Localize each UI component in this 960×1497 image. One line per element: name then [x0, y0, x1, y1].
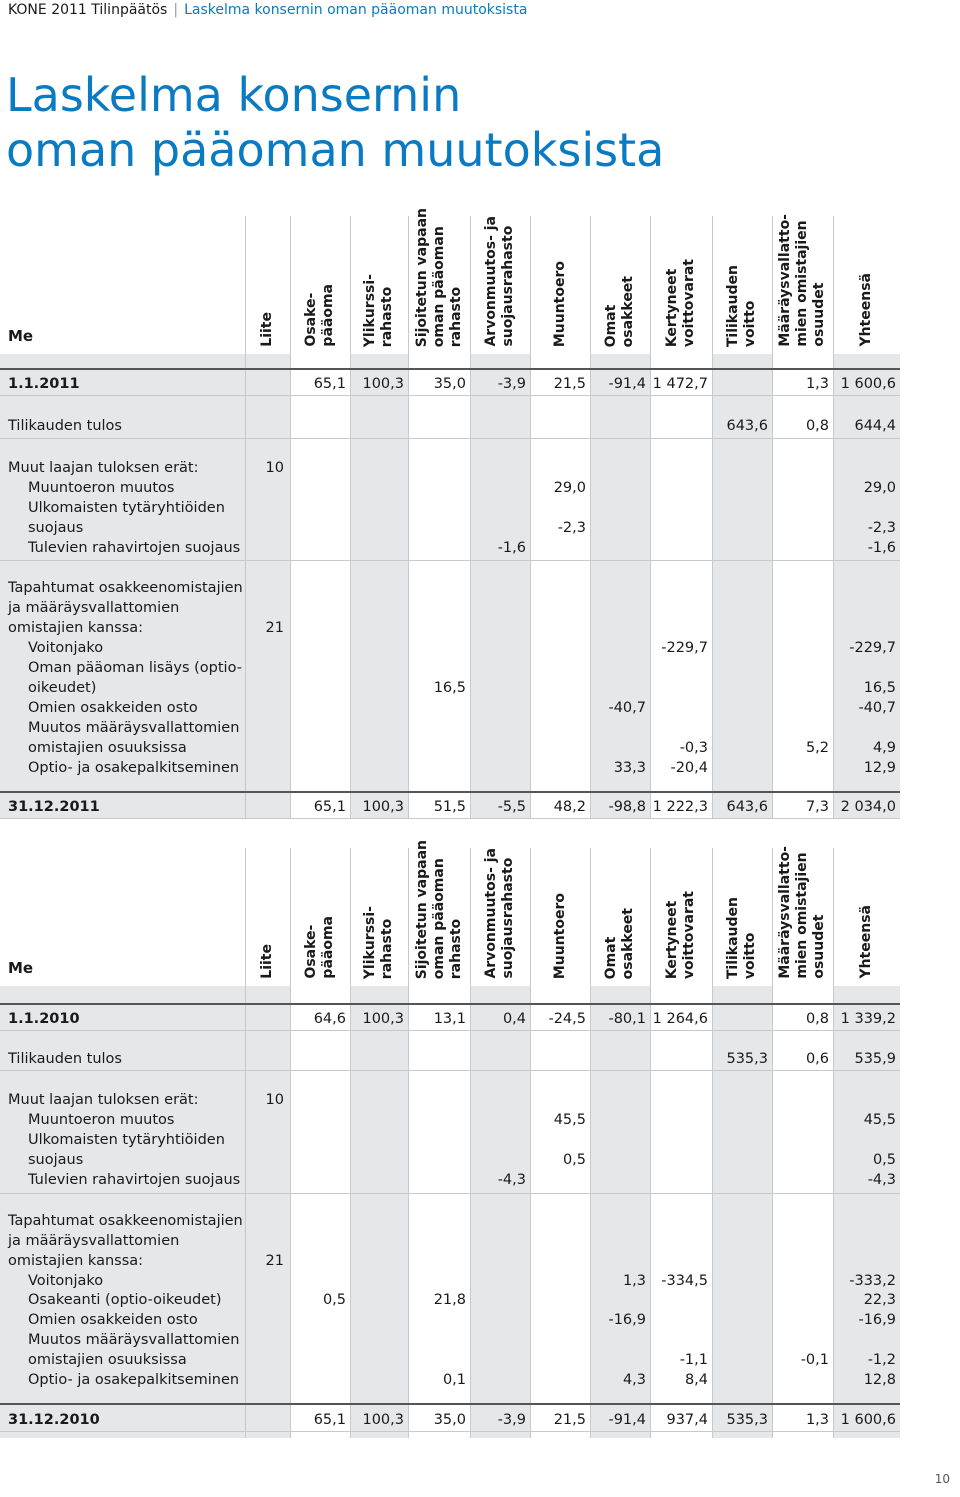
- value-cell-sijoitetun: 16,5: [433, 680, 466, 696]
- value-cell-kertyneet: -20,4: [670, 760, 708, 776]
- header-me: [0, 848, 245, 983]
- group-heading-line: Tapahtumat osakkeenomistajien: [8, 580, 243, 596]
- column-header-maaraysvallattomien: [772, 216, 833, 351]
- value-cell-tilikauden: 535,3: [726, 1051, 768, 1067]
- value-cell-yhteensa: 4,9: [872, 740, 896, 756]
- row-label-line: suojaus: [28, 520, 84, 536]
- column-header-label: Ylikurssi- rahasto: [362, 905, 395, 979]
- value-cell-maaraysvallattomien: 0,8: [805, 418, 829, 434]
- row-label: Optio- ja osakepalkitseminen: [28, 760, 240, 776]
- column-header-ylikurssirahasto: [350, 216, 408, 351]
- column-header-maaraysvallattomien: [772, 848, 833, 983]
- value-cell-yhteensa: -2,3: [867, 520, 896, 536]
- value-cell-kertyneet: 8,4: [684, 1372, 708, 1388]
- value-cell-kertyneet: -1,1: [679, 1352, 708, 1368]
- column-header-label: Yhteensä: [858, 273, 874, 347]
- note-reference: 21: [265, 1253, 284, 1269]
- unit-label: Me: [8, 959, 34, 977]
- column-header-label: Omat osakkeet: [603, 907, 636, 979]
- column-header-label: Määräysvallatto- mien omistajien osuudet: [777, 214, 827, 347]
- column-band-ylikurssirahasto: [350, 354, 408, 819]
- value-cell-muuntoero: -2,3: [557, 520, 586, 536]
- value-cell-sijoitetun: 13,1: [433, 1011, 466, 1027]
- value-cell-yhteensa: 1 600,6: [840, 376, 896, 392]
- value-cell-kertyneet: -229,7: [661, 640, 708, 656]
- row-label: Omien osakkeiden osto: [28, 700, 198, 716]
- value-cell-sijoitetun: 35,0: [433, 376, 466, 392]
- unit-label: Me: [8, 327, 34, 345]
- column-header-tilikauden: [712, 848, 772, 983]
- value-cell-maaraysvallattomien: 7,3: [805, 799, 829, 815]
- value-cell-omat: -80,1: [608, 1011, 646, 1027]
- value-cell-yhteensa: -1,6: [867, 540, 896, 556]
- row-label-line: Ulkomaisten tytäryhtiöiden: [28, 1132, 225, 1148]
- row-label-line: Oman pääoman lisäys (optio-: [28, 660, 242, 676]
- row-rule: [0, 818, 900, 819]
- row-label: Tulevien rahavirtojen suojaus: [28, 540, 241, 556]
- value-cell-kertyneet: -334,5: [661, 1273, 708, 1289]
- value-cell-muuntoero: 21,5: [553, 1412, 586, 1428]
- row-rule: [0, 1003, 900, 1005]
- row-rule: [0, 1070, 900, 1071]
- column-header-tilikauden: [712, 216, 772, 351]
- value-cell-tilikauden: 643,6: [726, 799, 768, 815]
- row-rule: [0, 368, 900, 370]
- row-rule: [0, 791, 900, 793]
- value-cell-muuntoero: 48,2: [553, 799, 586, 815]
- column-header-label: Osake- pääoma: [303, 916, 336, 979]
- column-band-liite: [245, 986, 290, 1438]
- value-cell-yhteensa: -16,9: [858, 1312, 896, 1328]
- value-cell-ylikurssirahasto: 100,3: [362, 1412, 404, 1428]
- column-header-label: Liite: [259, 944, 275, 979]
- note-reference: 10: [265, 1092, 284, 1108]
- column-header-arvonmuutos: [470, 848, 530, 983]
- value-cell-maaraysvallattomien: 0,8: [805, 1011, 829, 1027]
- value-cell-arvonmuutos: -5,5: [497, 799, 526, 815]
- value-cell-arvonmuutos: -1,6: [497, 540, 526, 556]
- equity-table-2010: [0, 839, 900, 1438]
- row-rule: [0, 438, 900, 439]
- row-rule: [0, 1030, 900, 1031]
- value-cell-omat: -16,9: [608, 1312, 646, 1328]
- column-header-label: Omat osakkeet: [603, 275, 636, 347]
- page-title-line-2: oman pääoman muutoksista: [6, 123, 665, 177]
- group-heading-line: omistajien kanssa:: [8, 620, 144, 636]
- value-cell-yhteensa: 2 034,0: [840, 799, 896, 815]
- row-label-line: omistajien osuuksissa: [28, 740, 187, 756]
- value-cell-osakepaaoma: 0,5: [322, 1292, 346, 1308]
- group-heading: Muut laajan tuloksen erät:: [8, 1092, 199, 1108]
- column-band-omat: [590, 354, 650, 819]
- group-heading-line: ja määräysvallattomien: [8, 1233, 180, 1249]
- value-cell-osakepaaoma: 64,6: [313, 1011, 346, 1027]
- value-cell-arvonmuutos: -3,9: [497, 1412, 526, 1428]
- value-cell-osakepaaoma: 65,1: [313, 799, 346, 815]
- value-cell-kertyneet: -0,3: [679, 740, 708, 756]
- value-cell-omat: -40,7: [608, 700, 646, 716]
- value-cell-yhteensa: 29,0: [863, 480, 896, 496]
- column-header-label: Liite: [259, 312, 275, 347]
- value-cell-omat: 1,3: [622, 1273, 646, 1289]
- column-header-label: Tilikauden voitto: [725, 896, 758, 979]
- value-cell-muuntoero: -24,5: [548, 1011, 586, 1027]
- report-name: KONE 2011 Tilinpäätös: [8, 2, 168, 18]
- value-cell-ylikurssirahasto: 100,3: [362, 799, 404, 815]
- value-cell-muuntoero: 45,5: [553, 1112, 586, 1128]
- group-heading-line: omistajien kanssa:: [8, 1253, 144, 1269]
- value-cell-omat: -98,8: [608, 799, 646, 815]
- value-cell-sijoitetun: 35,0: [433, 1412, 466, 1428]
- value-cell-osakepaaoma: 65,1: [313, 376, 346, 392]
- header-separator: |: [173, 2, 179, 18]
- column-band-arvonmuutos: [470, 986, 530, 1438]
- balance-row-label: 1.1.2011: [8, 376, 80, 392]
- column-header-muuntoero: [530, 848, 590, 983]
- value-cell-yhteensa: 1 339,2: [840, 1011, 896, 1027]
- column-header-arvonmuutos: [470, 216, 530, 351]
- column-header-label: Muuntoero: [551, 260, 568, 347]
- value-cell-yhteensa: 12,8: [863, 1372, 896, 1388]
- value-cell-muuntoero: 21,5: [553, 376, 586, 392]
- value-cell-omat: 4,3: [622, 1372, 646, 1388]
- running-header: [8, 2, 527, 18]
- column-header-osakepaaoma: [290, 216, 350, 351]
- column-header-ylikurssirahasto: [350, 848, 408, 983]
- row-label-line: Muutos määräysvallattomien: [28, 720, 240, 736]
- row-label: Osakeanti (optio-oikeudet): [28, 1292, 222, 1308]
- row-rule: [0, 1403, 900, 1405]
- value-cell-maaraysvallattomien: 1,3: [805, 1412, 829, 1428]
- column-band-liite: [245, 354, 290, 819]
- column-header-label: Arvonmuutos- ja suojausrahasto: [483, 848, 516, 979]
- column-header-yhteensa: [833, 216, 900, 351]
- column-band-arvonmuutos: [470, 354, 530, 819]
- value-cell-yhteensa: 16,5: [863, 680, 896, 696]
- row-label: Tulevien rahavirtojen suojaus: [28, 1172, 241, 1188]
- column-header-label: Kertyneet voittovarat: [664, 258, 697, 347]
- value-cell-muuntoero: 0,5: [562, 1152, 586, 1168]
- balance-row-label: 31.12.2011: [8, 799, 100, 815]
- balance-row-label: 31.12.2010: [8, 1412, 100, 1428]
- value-cell-sijoitetun: 51,5: [433, 799, 466, 815]
- column-header-liite: [245, 848, 290, 983]
- value-cell-arvonmuutos: -4,3: [497, 1172, 526, 1188]
- column-header-liite: [245, 216, 290, 351]
- column-header-label: Osake- pääoma: [303, 284, 336, 347]
- value-cell-yhteensa: 535,9: [854, 1051, 896, 1067]
- value-cell-yhteensa: 1 600,6: [840, 1412, 896, 1428]
- row-label: Voitonjako: [28, 1273, 104, 1289]
- row-label: Voitonjako: [28, 640, 104, 656]
- page-title: [6, 68, 664, 178]
- value-cell-omat: -91,4: [608, 1412, 646, 1428]
- column-header-kertyneet: [650, 848, 712, 983]
- value-cell-maaraysvallattomien: 0,6: [805, 1051, 829, 1067]
- column-header-muuntoero: [530, 216, 590, 351]
- value-cell-ylikurssirahasto: 100,3: [362, 376, 404, 392]
- row-rule: [0, 1431, 900, 1432]
- header-me: [0, 216, 245, 351]
- row-label-line: suojaus: [28, 1152, 84, 1168]
- page-title-line-1: Laskelma konsernin: [6, 68, 462, 122]
- value-cell-yhteensa: -229,7: [849, 640, 896, 656]
- column-header-sijoitetun: [408, 207, 470, 351]
- value-cell-muuntoero: 29,0: [553, 480, 586, 496]
- value-cell-arvonmuutos: -3,9: [497, 376, 526, 392]
- value-cell-kertyneet: 1 222,3: [652, 799, 708, 815]
- column-header-label: Ylikurssi- rahasto: [362, 273, 395, 347]
- row-rule: [0, 560, 900, 561]
- value-cell-tilikauden: 643,6: [726, 418, 768, 434]
- column-header-label: Määräysvallatto- mien omistajien osuudet: [777, 846, 827, 979]
- value-cell-maaraysvallattomien: -0,1: [800, 1352, 829, 1368]
- column-header-label: Sijoitetun vapaan oman pääoman rahasto: [413, 839, 464, 979]
- page-number: 10: [934, 1472, 950, 1486]
- value-cell-osakepaaoma: 65,1: [313, 1412, 346, 1428]
- value-cell-kertyneet: 1 264,6: [652, 1011, 708, 1027]
- column-header-osakepaaoma: [290, 848, 350, 983]
- value-cell-yhteensa: -40,7: [858, 700, 896, 716]
- value-cell-kertyneet: 937,4: [666, 1412, 708, 1428]
- row-label-line: Ulkomaisten tytäryhtiöiden: [28, 500, 225, 516]
- value-cell-arvonmuutos: 0,4: [502, 1011, 526, 1027]
- value-cell-sijoitetun: 21,8: [433, 1292, 466, 1308]
- value-cell-omat: -91,4: [608, 376, 646, 392]
- section-name: Laskelma konsernin oman pääoman muutoksista: [184, 2, 528, 18]
- row-label: Muuntoeron muutos: [28, 1112, 175, 1128]
- value-cell-yhteensa: -4,3: [867, 1172, 896, 1188]
- column-header-sijoitetun: [408, 839, 470, 983]
- column-header-label: Tilikauden voitto: [725, 264, 758, 347]
- value-cell-yhteensa: 22,3: [863, 1292, 896, 1308]
- row-label: Omien osakkeiden osto: [28, 1312, 198, 1328]
- column-header-label: Yhteensä: [858, 905, 874, 979]
- column-band-ylikurssirahasto: [350, 986, 408, 1438]
- column-header-omat: [590, 848, 650, 983]
- value-cell-maaraysvallattomien: 5,2: [805, 740, 829, 756]
- value-cell-sijoitetun: 0,1: [442, 1372, 466, 1388]
- row-label-line: Muutos määräysvallattomien: [28, 1332, 240, 1348]
- row-label: Tilikauden tulos: [8, 418, 122, 434]
- value-cell-yhteensa: 45,5: [863, 1112, 896, 1128]
- value-cell-yhteensa: 0,5: [872, 1152, 896, 1168]
- row-rule: [0, 395, 900, 396]
- value-cell-kertyneet: 1 472,7: [652, 376, 708, 392]
- value-cell-yhteensa: -333,2: [849, 1273, 896, 1289]
- value-cell-ylikurssirahasto: 100,3: [362, 1011, 404, 1027]
- group-heading-line: ja määräysvallattomien: [8, 600, 180, 616]
- column-header-label: Sijoitetun vapaan oman pääoman rahasto: [413, 207, 464, 347]
- balance-row-label: 1.1.2010: [8, 1011, 80, 1027]
- value-cell-omat: 33,3: [613, 760, 646, 776]
- column-header-yhteensa: [833, 848, 900, 983]
- row-label: Tilikauden tulos: [8, 1051, 122, 1067]
- value-cell-yhteensa: -1,2: [867, 1352, 896, 1368]
- row-label-line: omistajien osuuksissa: [28, 1352, 187, 1368]
- column-header-label: Arvonmuutos- ja suojausrahasto: [483, 216, 516, 347]
- group-heading-line: Tapahtumat osakkeenomistajien: [8, 1213, 243, 1229]
- row-label: Optio- ja osakepalkitseminen: [28, 1372, 240, 1388]
- note-reference: 10: [265, 460, 284, 476]
- column-header-omat: [590, 216, 650, 351]
- column-header-label: Muuntoero: [551, 892, 568, 979]
- value-cell-tilikauden: 535,3: [726, 1412, 768, 1428]
- column-header-kertyneet: [650, 216, 712, 351]
- row-label: Muuntoeron muutos: [28, 480, 175, 496]
- row-label-line: oikeudet): [28, 680, 97, 696]
- equity-table-2011: [0, 207, 900, 819]
- row-rule: [0, 1193, 900, 1194]
- value-cell-yhteensa: 644,4: [854, 418, 896, 434]
- value-cell-maaraysvallattomien: 1,3: [805, 376, 829, 392]
- column-header-label: Kertyneet voittovarat: [664, 890, 697, 979]
- note-reference: 21: [265, 620, 284, 636]
- group-heading: Muut laajan tuloksen erät:: [8, 460, 199, 476]
- value-cell-yhteensa: 12,9: [863, 760, 896, 776]
